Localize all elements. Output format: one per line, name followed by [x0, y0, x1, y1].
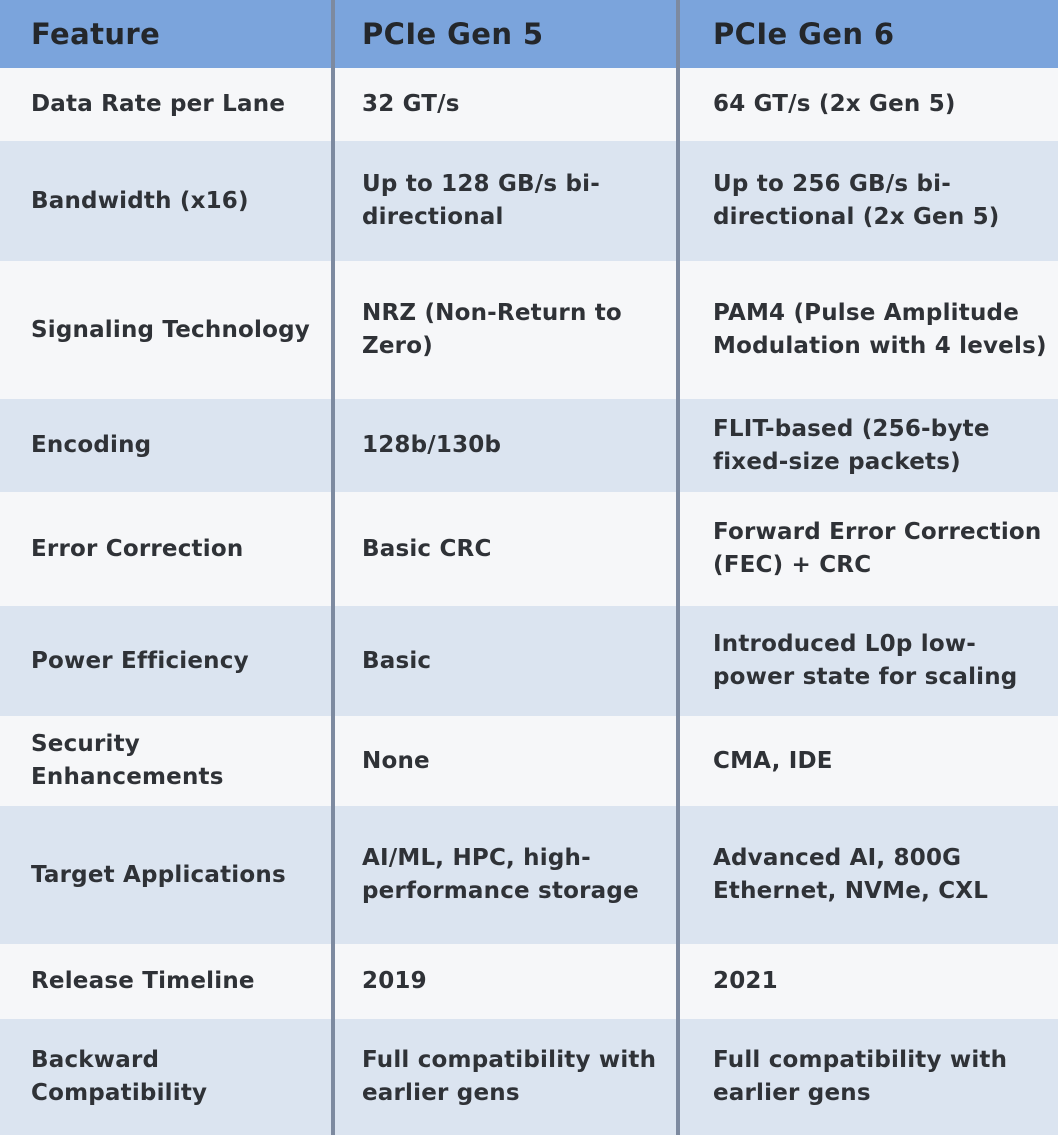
table-row: [0, 492, 1058, 606]
gen6-cell: Full compatibility with earlier gens: [713, 1047, 1008, 1106]
table-row: [0, 261, 1058, 399]
header-pcie-gen5: PCIe Gen 5: [362, 16, 544, 51]
gen5-cell: AI/ML, HPC, high-performance storage: [362, 845, 639, 904]
gen5-cell: NRZ (Non-Return to Zero): [362, 300, 622, 359]
table-row: [0, 716, 1058, 806]
feature-cell: Target Applications: [31, 861, 286, 888]
gen5-cell: Basic: [362, 647, 432, 674]
feature-cell: Release Timeline: [31, 968, 255, 994]
table-row: [0, 399, 1058, 492]
gen6-cell: Forward Error Correction (FEC) + CRC: [713, 519, 1042, 578]
table-row: [0, 944, 1058, 1019]
table-row: [0, 606, 1058, 716]
feature-cell: Bandwidth (x16): [31, 187, 249, 214]
gen5-cell: Up to 128 GB/s bi-directional: [362, 171, 600, 230]
feature-cell: Error Correction: [31, 535, 244, 562]
gen5-cell: 32 GT/s: [362, 91, 460, 117]
gen6-cell: 2021: [713, 968, 778, 994]
gen5-cell: 2019: [362, 968, 427, 994]
gen6-cell: CMA, IDE: [713, 747, 833, 774]
gen5-cell: 128b/130b: [362, 432, 502, 458]
header-pcie-gen6: PCIe Gen 6: [713, 16, 895, 51]
gen6-cell: PAM4 (Pulse Amplitude Modulation with 4 levels): [713, 300, 1047, 359]
feature-cell: Signaling Technology: [31, 316, 310, 343]
gen6-cell: FLIT-based (256-byte fixed-size packets): [713, 415, 990, 475]
column-divider: [331, 0, 335, 1135]
gen5-cell: Full compatibility with earlier gens: [362, 1047, 657, 1106]
column-divider: [676, 0, 680, 1135]
header-feature: Feature: [31, 16, 161, 51]
table-header-row: [0, 0, 1058, 68]
table-row: [0, 806, 1058, 944]
feature-cell: Data Rate per Lane: [31, 91, 286, 117]
gen5-cell: Basic CRC: [362, 535, 492, 562]
gen6-cell: Advanced AI, 800G Ethernet, NVMe, CXL: [713, 845, 989, 904]
feature-cell: Power Efficiency: [31, 647, 249, 674]
table-row: [0, 1019, 1058, 1135]
feature-cell: Encoding: [31, 432, 152, 458]
gen6-cell: Up to 256 GB/s bi-directional (2x Gen 5): [713, 171, 1000, 230]
table-row: [0, 141, 1058, 261]
gen5-cell: None: [362, 747, 430, 774]
gen6-cell: Introduced L0p low-power state for scaling: [713, 631, 1018, 690]
feature-cell: Security Enhancements: [31, 731, 224, 790]
feature-cell: Backward Compatibility: [31, 1047, 208, 1106]
gen6-cell: 64 GT/s (2x Gen 5): [713, 91, 956, 117]
table-row: [0, 68, 1058, 141]
